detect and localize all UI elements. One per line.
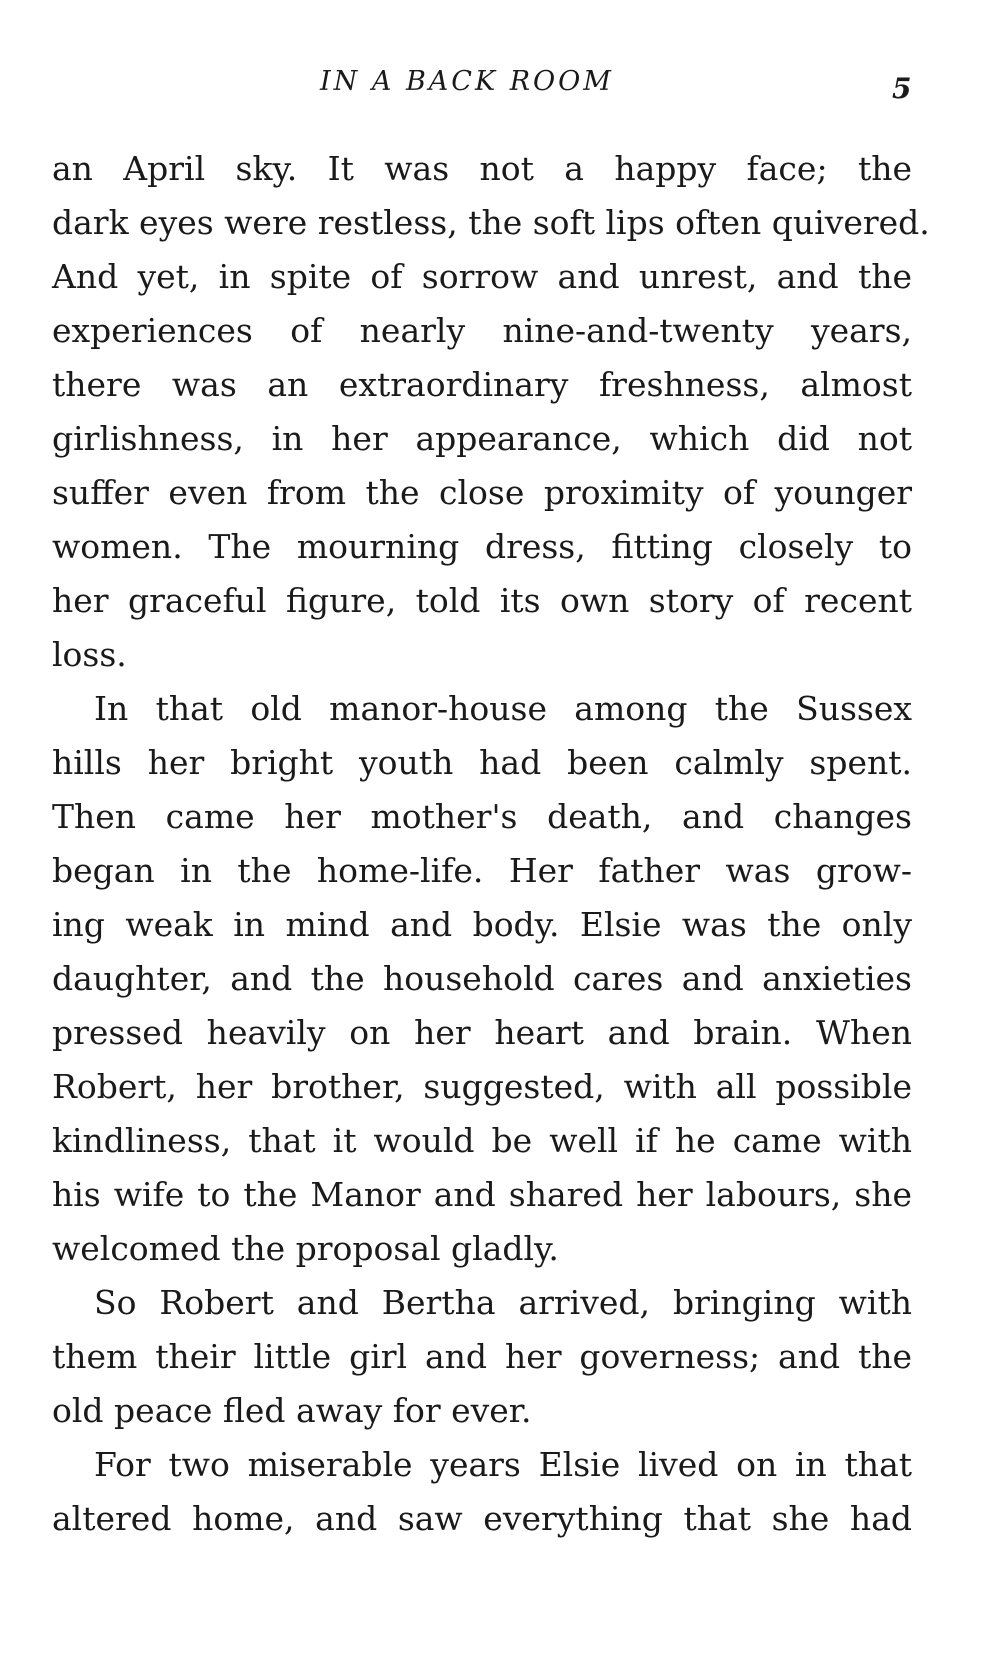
text-line: kindliness, that it would be well if he came with [52,1121,912,1160]
text-line: old peace fled away for ever. [52,1391,532,1430]
text-line: Then came her mother's death, and changes [52,797,912,836]
paragraph [52,682,912,1276]
paragraph [52,1276,912,1438]
text-line: pressed heavily on her heart and brain. When [52,1013,912,1052]
text-line: loss. [52,635,127,674]
text-line: there was an extraordinary freshness, almost [52,365,912,404]
text-line: Robert, her brother, suggested, with all possible [52,1067,912,1106]
text-line: For two miserable years Elsie lived on in that [94,1445,912,1484]
paragraph [52,1438,912,1546]
text-line: began in the home-life. Her father was grow- [52,851,912,890]
text-line: welcomed the proposal gladly. [52,1229,559,1268]
text-line: suffer even from the close proximity of younger [52,473,912,512]
body-text [52,142,930,1546]
text-line: women. The mourning dress, fitting closely to [52,527,912,566]
text-line: his wife to the Manor and shared her labours, she [52,1175,912,1214]
running-header [0,66,1000,106]
text-line: And yet, in spite of sorrow and unrest, and the [52,257,912,296]
text-line: In that old manor-house among the Sussex [94,689,912,728]
text-line: ing weak in mind and body. Elsie was the only [52,905,912,944]
text-line: an April sky. It was not a happy face; the [52,149,912,188]
text-line: altered home, and saw everything that she had [52,1499,912,1538]
paragraph [52,142,930,682]
text-line: hills her bright youth had been calmly spent. [52,743,912,782]
text-line: daughter, and the household cares and anxieties [52,959,912,998]
text-line: So Robert and Bertha arrived, bringing with [94,1283,912,1322]
text-line: girlishness, in her appearance, which did not [52,419,912,458]
text-line: them their little girl and her governess; and the [52,1337,912,1376]
text-line: dark eyes were restless, the soft lips often quivered. [52,203,930,242]
running-title: IN A BACK ROOM [320,66,614,97]
text-line: her graceful figure, told its own story of recent [52,581,912,620]
page-number: 5 [892,72,912,105]
text-line: experiences of nearly nine-and-twenty years, [52,311,912,350]
